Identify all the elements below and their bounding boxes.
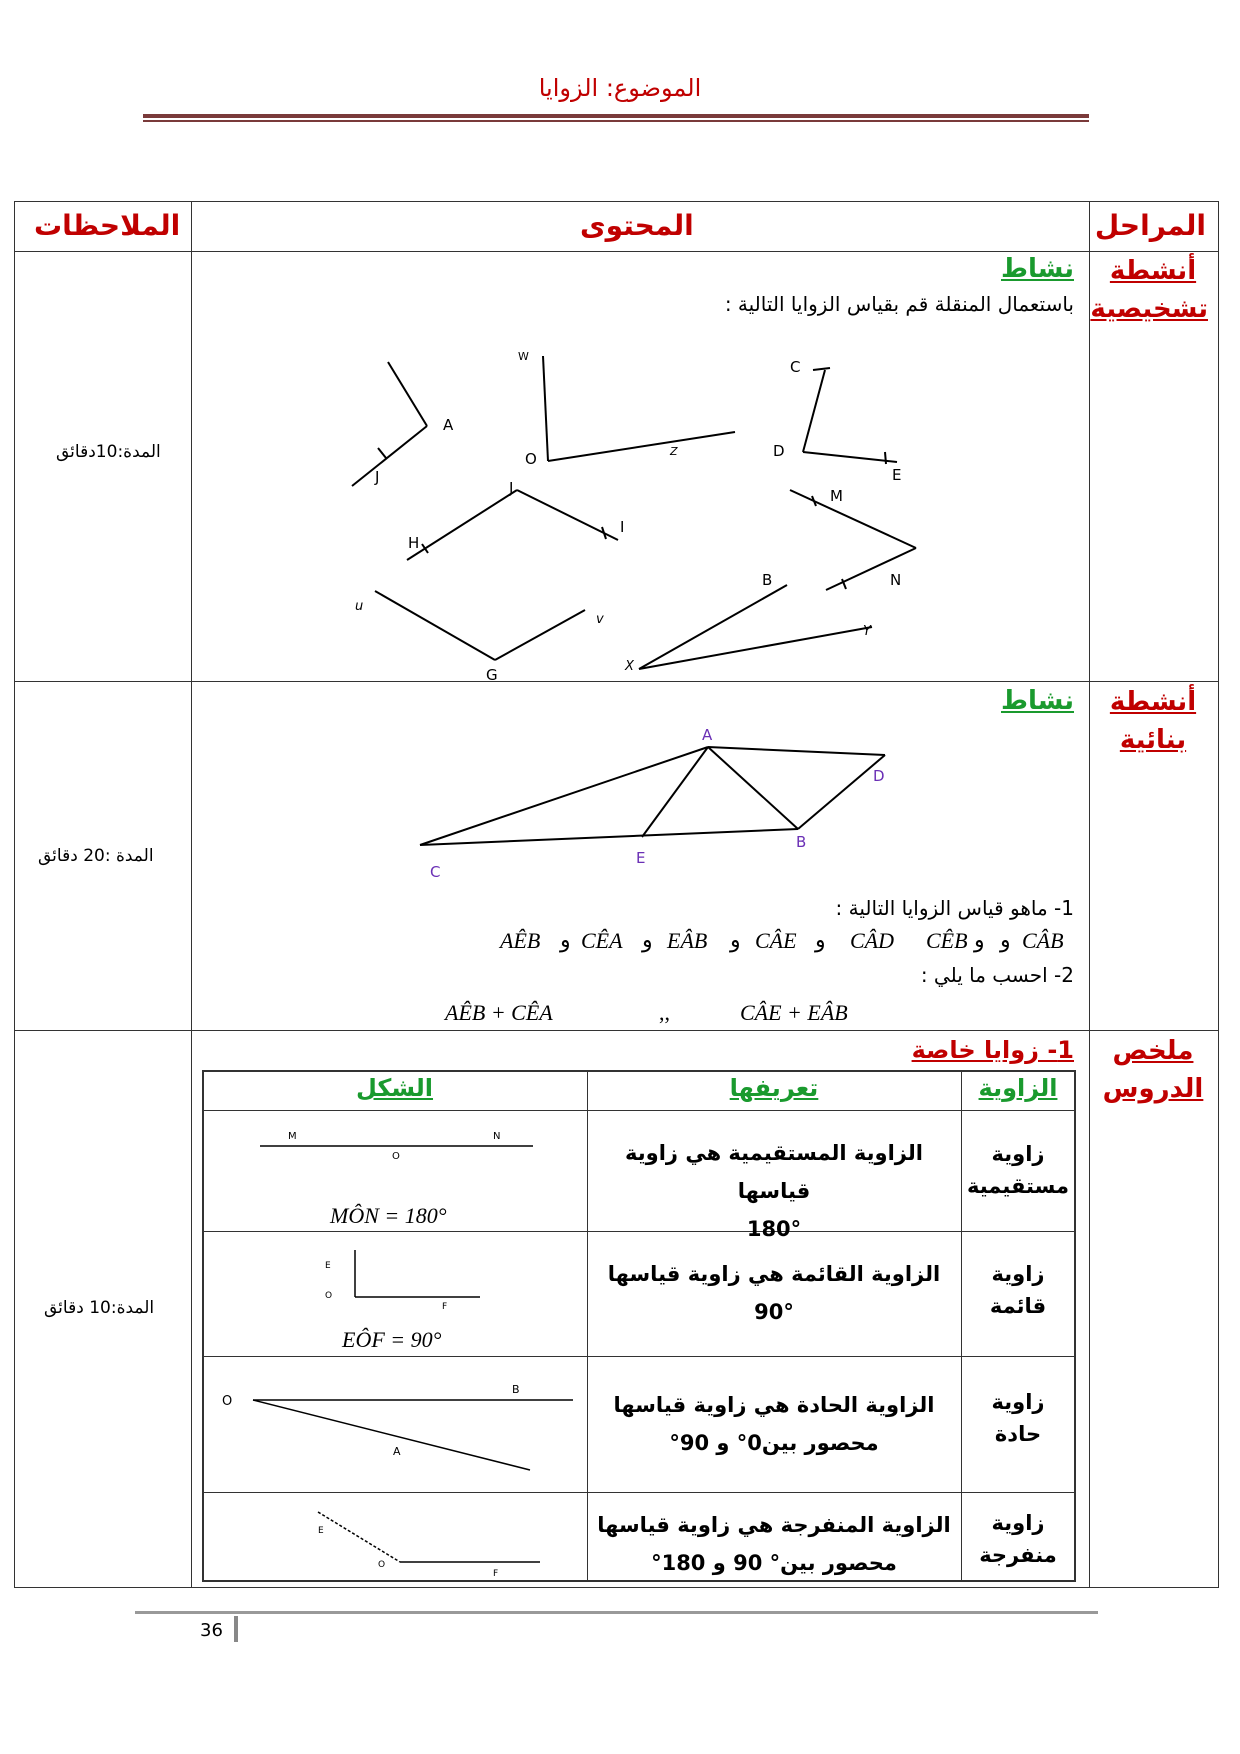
- stage-summary-l1: ملخص: [1112, 1036, 1194, 1066]
- tri-label-a: A: [702, 726, 713, 744]
- label-h: H: [408, 534, 420, 552]
- tri-label-b: B: [796, 833, 807, 851]
- ray-d-up: [803, 370, 825, 452]
- angle-name-right: [962, 1258, 1074, 1322]
- tri-label-e: E: [636, 849, 646, 867]
- label-o: O: [525, 450, 537, 468]
- header-stages: المراحل: [1094, 209, 1206, 242]
- angle-cab: CÂB: [1022, 928, 1064, 953]
- conj-2: و: [974, 928, 985, 953]
- inner-header-angle: الزاوية: [978, 1074, 1058, 1102]
- ray-o-horizontal: [548, 432, 735, 461]
- question-1: 1- ماهو قياس الزوايا التالية :: [835, 896, 1074, 920]
- row-divider-2: [14, 1030, 1219, 1031]
- sum-separator: ,,: [659, 1000, 670, 1025]
- angle-def-obtuse-l2: محصور بين° 90 و 180°: [651, 1551, 897, 1575]
- stage-summary: [1098, 1032, 1208, 1108]
- fig1-label-m: M: [288, 1131, 297, 1142]
- angle-cae: CÂE: [755, 928, 797, 953]
- ray-g-right: [495, 610, 585, 660]
- angle-ceb: CÊB: [926, 928, 968, 953]
- fig4-label-f: F: [493, 1569, 499, 1579]
- angle-cea: CÊA: [581, 928, 623, 953]
- angle-name-straight-l1: زاوية: [991, 1142, 1045, 1166]
- angle-def-straight-l2: 180°: [746, 1217, 802, 1241]
- fig1-label-o: O: [392, 1151, 400, 1162]
- fig3-label-b: B: [512, 1383, 520, 1396]
- row-divider-header: [14, 251, 1219, 252]
- label-a: A: [443, 416, 454, 434]
- conj-6: و: [560, 928, 571, 953]
- stage-diagnostic-l2: تشخيصية: [1090, 294, 1208, 324]
- label-g: G: [486, 666, 498, 680]
- angle-name-straight-l2: مستقيمية: [966, 1174, 1070, 1198]
- label-c: C: [790, 358, 801, 376]
- stage-diagnostic-l1: أنشطة: [1109, 256, 1197, 286]
- header-content: المحتوى: [580, 209, 694, 242]
- angle-def-right: [588, 1255, 960, 1331]
- figure-acute-angle: [218, 1370, 582, 1482]
- fig4-label-o: O: [378, 1560, 386, 1570]
- conj-4: و: [730, 928, 741, 953]
- conj-5: و: [642, 928, 653, 953]
- footer-bar: [234, 1616, 238, 1642]
- fig3-label-a: A: [393, 1445, 401, 1458]
- fig2-label-e: E: [325, 1261, 331, 1271]
- angle-name-obtuse: [962, 1507, 1074, 1571]
- ray-a-upper: [388, 362, 427, 426]
- page-topic: الموضوع: الزوايا: [538, 74, 702, 102]
- angle-def-acute: [588, 1386, 960, 1462]
- row-divider-1: [14, 681, 1219, 682]
- angle-name-obtuse-l2: منفرجة: [979, 1543, 1057, 1567]
- figure-obtuse-angle: [300, 1500, 560, 1580]
- label-j2: J: [509, 479, 514, 497]
- inner-header-figure: الشكل: [355, 1074, 434, 1102]
- angle-def-acute-l2: محصور بين0° و 90°: [669, 1431, 879, 1455]
- label-i: I: [620, 518, 625, 536]
- section-special-angles: 1- زوايا خاصة: [911, 1036, 1074, 1064]
- header-rule-thin: [143, 120, 1089, 122]
- angle-name-obtuse-l1: زاوية: [991, 1511, 1045, 1535]
- conj-3: و: [815, 928, 826, 953]
- ray-n-upper: [790, 490, 916, 548]
- angle-def-obtuse-l1: الزاوية المنفرجة هي زاوية قياسها: [597, 1513, 951, 1537]
- angle-name-acute: [962, 1386, 1074, 1450]
- label-z: Z: [670, 445, 678, 458]
- activity-label-2: نشاط: [1001, 686, 1074, 716]
- figure-straight-angle: [250, 1126, 540, 1166]
- ray-n-lower: [826, 548, 916, 590]
- stage-diagnostic: [1090, 252, 1208, 328]
- label-m: M: [830, 487, 843, 505]
- sum-2: AÊB + CÊA: [445, 1000, 553, 1025]
- duration-1: المدة:10دقائق: [56, 442, 161, 462]
- stage-constructive: [1098, 683, 1208, 759]
- angle-def-straight: [588, 1134, 960, 1248]
- ray-o-vertical: [543, 356, 548, 461]
- angle-def-straight-l1: الزاوية المستقيمية هي زاوية قياسها: [625, 1141, 923, 1203]
- inner-row-divider-3: [202, 1492, 1076, 1493]
- label-v: v: [596, 612, 604, 627]
- tri-label-d: D: [873, 767, 885, 785]
- figure-right-angle: [315, 1242, 485, 1312]
- footer-rule: [135, 1611, 1098, 1614]
- ray-d-right: [803, 452, 897, 462]
- ray-a-lower: [352, 426, 427, 486]
- angle-def-obtuse: [588, 1506, 960, 1582]
- angle-aeb: AÊB: [500, 928, 541, 953]
- angle-name-acute-l1: زاوية: [991, 1390, 1045, 1414]
- sum-1: CÂE + EÂB: [740, 1000, 848, 1025]
- stage-constructive-l1: أنشطة: [1109, 687, 1197, 717]
- stage-summary-l2: الدروس: [1102, 1074, 1204, 1104]
- angle-cad: CÂD: [850, 928, 894, 953]
- formula-straight: MÔN = 180°: [330, 1203, 447, 1228]
- triangle-figure: [410, 725, 900, 885]
- angle-def-acute-l1: الزاوية الحادة هي زاوية قياسها: [613, 1393, 935, 1417]
- angle-name-right-l2: قائمة: [989, 1294, 1047, 1318]
- angle-name-straight: [962, 1138, 1074, 1202]
- diagnostic-angles-figure: [200, 340, 920, 680]
- col-divider-stages: [1089, 201, 1090, 1588]
- fig3-label-o: O: [222, 1394, 233, 1409]
- stage-constructive-l2: بنائية: [1119, 725, 1187, 755]
- label-w: W: [518, 350, 529, 363]
- header-rule: [143, 114, 1089, 118]
- inner-header-definition: تعريفها: [729, 1074, 819, 1102]
- label-x: X: [625, 659, 634, 674]
- inner-row-divider-0: [202, 1110, 1076, 1111]
- angle-name-right-l1: زاوية: [991, 1262, 1045, 1286]
- page-number: 36: [200, 1620, 223, 1641]
- ray-g-left: [375, 591, 495, 660]
- label-n: N: [890, 571, 902, 589]
- fig1-label-n: N: [493, 1131, 501, 1142]
- angle-def-right-l1: الزاوية القائمة هي زاوية قياسها: [607, 1262, 941, 1286]
- fig2-label-o: O: [325, 1291, 333, 1301]
- label-e: E: [892, 466, 902, 484]
- angle-name-acute-l2: حادة: [994, 1422, 1042, 1446]
- duration-2: المدة :20 دقائق: [38, 846, 154, 866]
- fig4-label-e: E: [318, 1526, 324, 1536]
- label-j1: J: [375, 468, 380, 486]
- ray-j-left: [407, 490, 517, 560]
- label-y: Y: [863, 624, 871, 639]
- angle-def-right-l2: 90°: [754, 1300, 794, 1324]
- header-notes: الملاحظات: [34, 209, 181, 242]
- formula-right: EÔF = 90°: [342, 1327, 442, 1352]
- label-u: u: [355, 599, 364, 614]
- label-d: D: [773, 442, 785, 460]
- duration-3: المدة:10 دقائق: [44, 1298, 155, 1318]
- tri-label-c: C: [430, 863, 441, 881]
- instruction-1: باستعمال المنقلة قم بقياس الزوايا التالية :: [724, 292, 1074, 316]
- activity-label-1: نشاط: [1001, 254, 1074, 284]
- conj-1: و: [1000, 928, 1011, 953]
- col-divider-notes: [191, 201, 192, 1588]
- inner-row-divider-2: [202, 1356, 1076, 1357]
- fig2-label-f: F: [442, 1302, 448, 1312]
- angle-eab: EÂB: [667, 928, 708, 953]
- question-2: 2- احسب ما يلي :: [920, 963, 1074, 987]
- label-b: B: [762, 571, 773, 589]
- ray-x-lower: [639, 627, 872, 669]
